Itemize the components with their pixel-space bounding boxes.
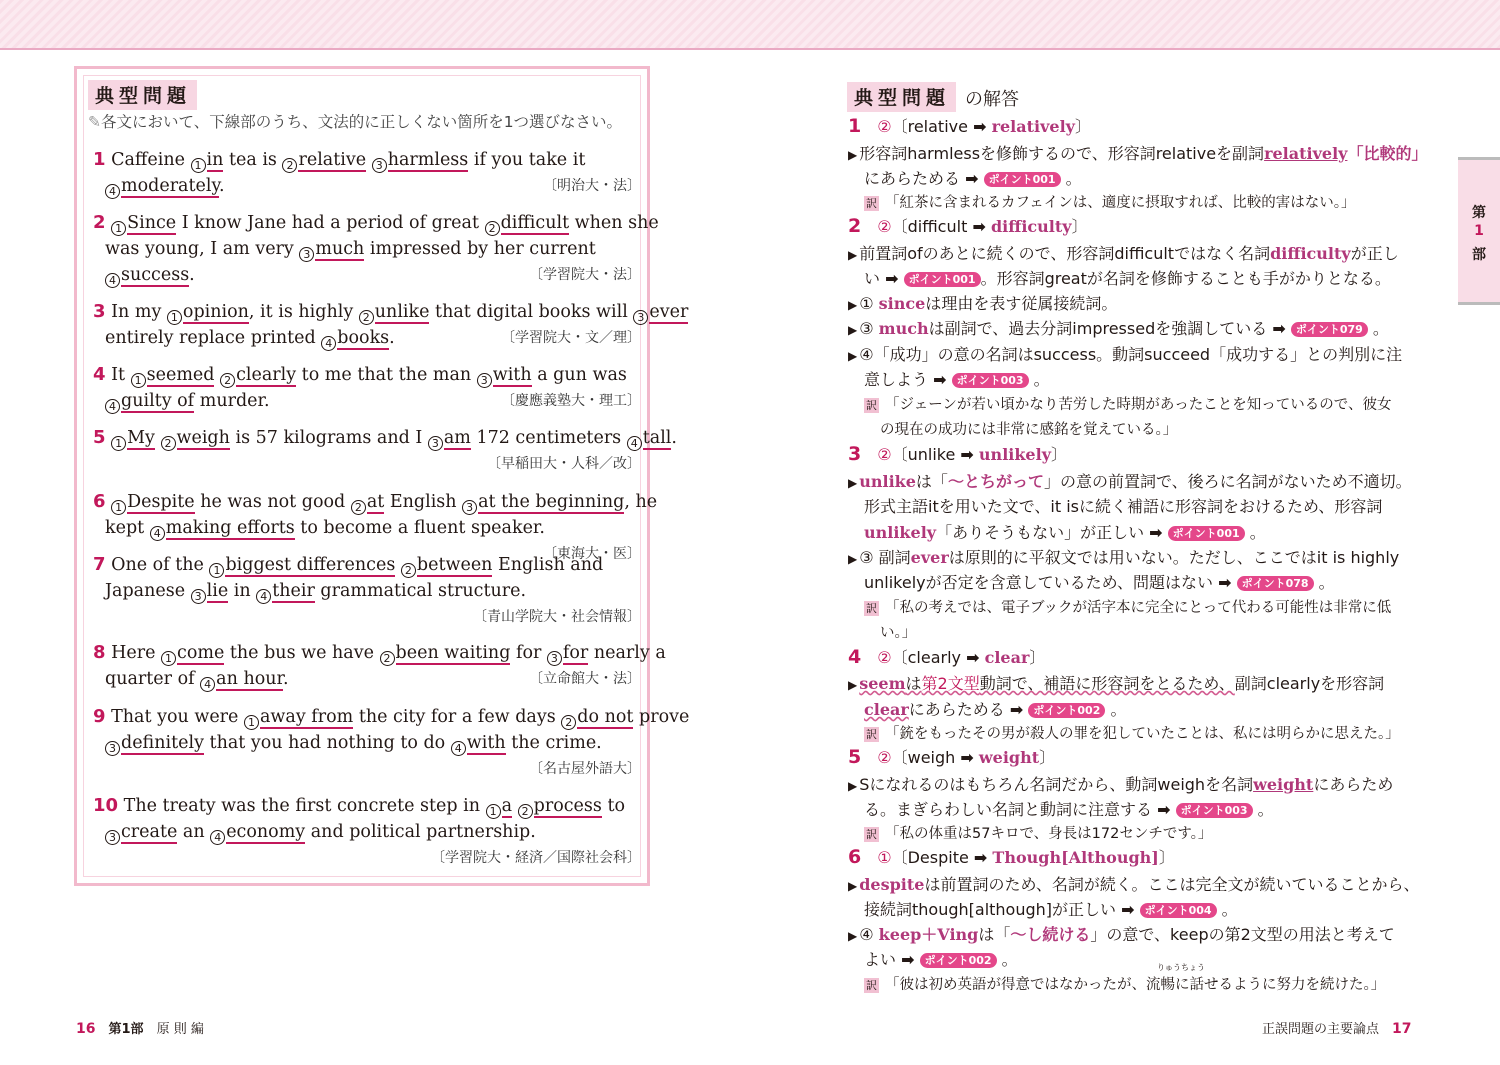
answer-6-explanation-2: 接続詞though[although]が正しい ➡ ポイント004 。: [864, 900, 1238, 919]
answer-header-suffix: の解答: [965, 89, 1019, 110]
answer-5-heading: 5 ②〔weigh ➡ weight〕: [848, 746, 1056, 768]
answer-2-translation: 訳 「ジェーンが若い頃かなり苦労した時期があったことを知っているので、彼女: [866, 397, 1392, 413]
question-6: 6 1 Despite he was not good 2 at English 3 at the beginning, he kept 4 making efforts to become a fluent speaker. 〔東海大・医〕: [93, 491, 658, 562]
part-side-tab: 第 1 部: [1458, 157, 1500, 305]
footer-right: 正誤問題の主要論点 17: [1262, 1021, 1412, 1037]
answer-4-explanation: ▶ seemは第2文型動詞で、補語に形容詞をとるため、副詞clearlyを形容詞: [848, 674, 1385, 693]
answer-3-explanation: ▶ unlikeは「〜とちがって」の意の前置詞で、後ろに名詞がないため不適切。: [848, 472, 1412, 491]
answer-3-note-1: ▶ ③ 副詞everは原則的に平叙文では用いない。ただし、ここではit is highly: [848, 548, 1400, 567]
answer-4-translation: 訳 「銃をもったその男が殺人の罪を犯していたことは、私には明らかに思えた。」: [866, 726, 1400, 742]
answer-6-ruby: りゅうちょう: [1157, 963, 1205, 972]
question-10: 10 The treaty was the first concrete step in 1 a 2 process to 3 create an 4 economy and political partnership. 〔学習院大・経済／国際社会科〕: [93, 795, 641, 866]
answer-2-note-3: ▶ ④「成功」の意の名詞はsuccess。動詞succeed「成功する」との判別に注: [848, 345, 1403, 364]
answer-4-heading: 4 ②〔clearly ➡ clear〕: [848, 646, 1046, 668]
answer-1-translation: 訳 「紅茶に含まれるカフェインは、適度に摂取すれば、比較的害はない。」: [866, 195, 1356, 211]
answer-1-explanation-2: にあらためる ➡ ポイント001 。: [864, 169, 1082, 188]
answer-2-translation-2: の現在の成功には非常に感銘を覚えている。」: [880, 422, 1178, 438]
instruction-text: ✎各文において、下線部のうち、文法的に正しくない箇所を1つ選びなさい。: [88, 113, 623, 131]
answer-6-note-1: ▶ ④ keep＋Vingは「〜し続ける」の意で、keepの第2文型の用法と考えて: [848, 925, 1395, 944]
question-5: 5 1 My 2 weigh is 57 kilograms and I 3 am 172 centimeters 4 tall. 〔早稲田大・人科／改〕: [93, 427, 677, 472]
answer-2-note-2: ▶ ③ muchは副詞で、過去分詞impressedを強調している ➡ ポイント079 。: [848, 319, 1389, 338]
question-1: 1 Caffeine 1 in tea is 2 relative 3 harmless if you take it 4 moderately. 〔明治大・法〕: [93, 149, 641, 198]
question-7: 7 One of the 1 biggest differences 2 between English and Japanese 3 lie in 4 their grammatical structure. 〔青山学院大・社会情報〕: [93, 554, 641, 625]
question-4: 4 It 1 seemed 2 clearly to me that the man 3 with a gun was 4 guilty of murder. 〔慶應義塾大・理工〕: [93, 364, 641, 413]
question-9: 9 That you were 1 away from the city for a few days 2 do not prove 3 definitely that you had nothing to do 4 with the crime. 〔名古屋外語大〕: [93, 706, 690, 777]
answer-2-note-1: ▶ ① sinceは理由を表す従属接続詞。: [848, 294, 1118, 313]
answer-3-heading: 3 ②〔unlike ➡ unlikely〕: [848, 443, 1067, 465]
answer-3-translation: 訳 「私の考えでは、電子ブックが活字本に完全にとって代わる可能性は非常に低: [866, 600, 1392, 616]
answer-1-heading: 1 ②〔relative ➡ relatively〕: [848, 115, 1091, 137]
question-2: 2 1 Since I know Jane had a period of great 2 difficult when she was young, I am very 3 much impressed by her current 4 success. 〔学習院大・法〕: [93, 212, 659, 287]
answer-4-explanation-2: clearにあらためる ➡ ポイント002 。: [864, 700, 1127, 719]
answer-header-tag: 典型問題: [847, 82, 956, 112]
answer-2-note-3b: 意しよう ➡ ポイント003 。: [864, 370, 1050, 389]
answer-5-explanation: ▶ Sになれるのはもちろん名詞だから、動詞weighを名詞weightにあらため: [848, 775, 1394, 794]
answer-6-translation: 訳 「彼は初め英語が得意ではなかったが、流暢に話せるように努力を続けた。」: [866, 977, 1386, 993]
question-3: 3 In my 1 opinion, it is highly 2 unlike that digital books will 3 ever entirely replace printed 4 books. 〔学習院大・文／理〕: [93, 301, 689, 350]
answer-6-note-1b: よい ➡ ポイント002 。: [864, 950, 1018, 969]
answer-5-translation: 訳 「私の体重は57キロで、身長は172センチです。」: [866, 826, 1213, 842]
answer-2-explanation: ▶ 前置詞ofのあとに続くので、形容詞difficultではなく名詞difficultyが正し: [848, 244, 1399, 263]
answer-2-heading: 2 ②〔difficult ➡ difficulty〕: [848, 215, 1088, 237]
footer-left: 16 第1部 原 則 編: [76, 1021, 204, 1037]
answer-1-explanation: ▶ 形容詞harmlessを修飾するので、形容詞relativeを副詞relatively「比較的」: [848, 144, 1428, 163]
question-8: 8 Here 1 come the bus we have 2 been waiting for 3 for nearly a quarter of 4 an hour. 〔立命館大・法〕: [93, 642, 666, 691]
answer-5-explanation-2: る。まぎらわしい名詞と動詞に注意する ➡ ポイント003 。: [864, 800, 1274, 819]
answer-6-explanation: ▶ despiteは前置詞のため、名詞が続く。ここは完全文が続いていることから、: [848, 875, 1420, 894]
answer-3-note-1b: unlikelyが否定を含意しているため、問題はない ➡ ポイント078 。: [864, 573, 1335, 592]
answer-6-heading: 6 ①〔Despite ➡ Though[Although]〕: [848, 846, 1175, 868]
top-banner: [0, 0, 1500, 50]
answer-3-explanation-3: unlikely「ありそうもない」が正しい ➡ ポイント001 。: [864, 523, 1266, 542]
question-header-tag: 典型問題: [88, 80, 197, 110]
answer-3-explanation-2: 形式主語itを用いた文で、it isに続く補語に形容詞をおけるため、形容詞: [864, 497, 1383, 516]
answer-3-translation-2: い。」: [880, 625, 917, 641]
answer-2-explanation-2: い ➡ ポイント001 。形容詞greatが名詞を修飾することも手がかりとなる。: [864, 269, 1391, 288]
